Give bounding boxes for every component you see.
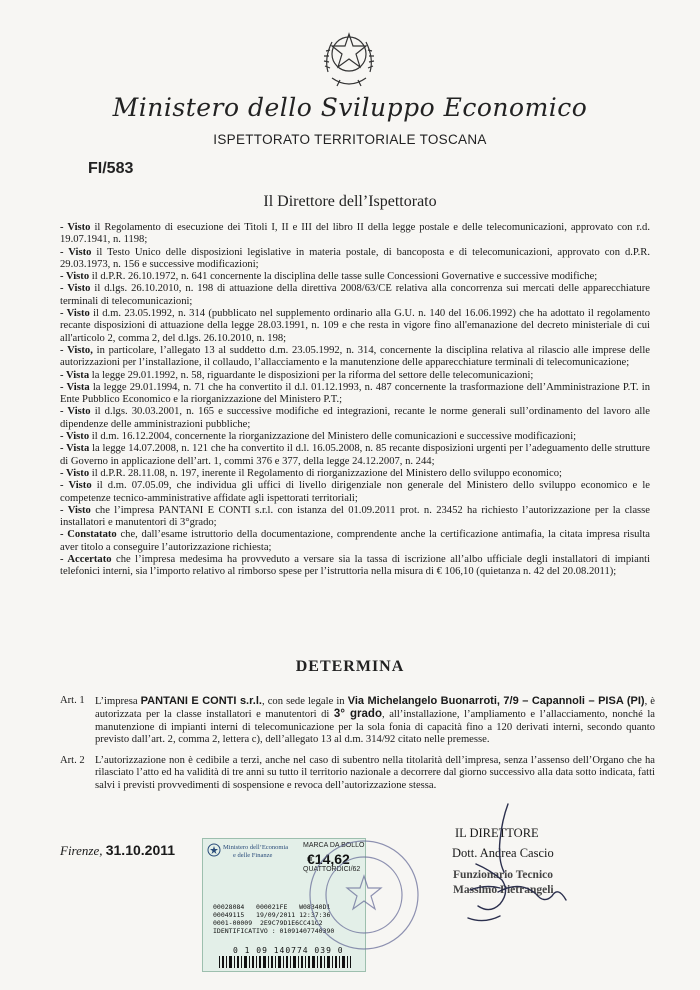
barcode-icon xyxy=(219,956,351,968)
company-address: Via Michelangelo Buonarroti, 7/9 – Capannoli – PISA (PI) xyxy=(347,695,645,707)
preamble xyxy=(60,222,650,579)
signatory-title: IL DIRETTORE xyxy=(455,826,539,840)
preamble-clause xyxy=(60,271,650,283)
clause-text: che, dall’esame istruttorio della documentazione, comprendente anche la certificazione antimafia, la citata impresa risulta aver titolo a conseguire l’autorizzazione richiesta; xyxy=(60,529,650,553)
article-body xyxy=(95,695,655,746)
preamble-clause xyxy=(60,247,650,272)
clause-text: in particolare, l’allegato 13 al suddetto d.m. 23.05.1992, n. 314, concernente la disciplina relativa al rilascio alle imprese delle autorizzazioni per l’installazione, il collaudo, l’allacciamento e la manutenzione delle apparecchiature terminali di telecomunicazione; xyxy=(60,344,651,369)
handwritten-signature-icon xyxy=(440,800,600,930)
preamble-clause xyxy=(60,468,650,480)
inspectorate-name: ISPETTORATO TERRITORIALE TOSCANA xyxy=(213,132,487,147)
preamble-clause xyxy=(60,554,650,579)
stamp-issuer-line-1: Ministero dell’Economia xyxy=(223,844,289,851)
stamp-line: 0001-00009 2E9C79D1E6CC41C2 xyxy=(213,919,323,927)
stamp-line: 00028084 000021FE W08340D1 xyxy=(213,903,331,911)
functionary-title-stamp: Funzionario Tecnico xyxy=(453,869,553,881)
clause-lead: - Visto xyxy=(60,431,90,443)
preamble-clause xyxy=(60,443,650,468)
clause-text: la legge 14.07.2008, n. 121 che ha convertito il d.l. 16.05.2008, n. 85 recante disposizioni urgenti per l’adeguamento delle strutture di Governo in applicazione dell’art. 1, commi 376 e 377, della legge 24.12.2007, n. 244; xyxy=(60,443,650,467)
article-1 xyxy=(60,695,655,746)
round-office-stamp-icon xyxy=(305,836,423,954)
ministry-name: Ministero dello Sviluppo Economico xyxy=(112,93,588,122)
clause-lead: - Vista xyxy=(60,381,90,393)
clause-lead: - Vista xyxy=(60,443,90,455)
preamble-clause xyxy=(60,431,650,443)
director-heading: Il Direttore dell’Ispettorato xyxy=(263,193,437,210)
preamble-clause xyxy=(60,345,650,370)
preamble-clause xyxy=(60,283,650,308)
clause-text: la legge 29.01.1994, n. 71 che ha convertito il d.l. 01.12.1993, n. 487 concernente la trasformazione dell’Amministrazione P.T. in Ente Pubblico Economico e la riorganizzazione del Ministero P.T.; xyxy=(60,381,650,406)
stamp-kind: MARCA DA BOLLO xyxy=(303,842,365,849)
clause-text: il d.m. 16.12.2004, concernente la riorganizzazione del Ministero delle comunicazioni e successive modificazioni; xyxy=(89,431,577,443)
clause-text: il d.m. 23.05.1992, n. 314 (pubblicato nel supplemento ordinario alla G.U. n. 140 del 16.06.1992) che ha adottato il regolamento recante disposizioni di attuazione della legge 28.03.1991, n. 109 e che resta in vigore fino all'emanazione del decreto ministeriale di cui all'articolo 2, comma 2, del d.lgs. 26.10.2010, n. 198; xyxy=(60,308,651,344)
clause-text: il d.P.R. 28.11.08, n. 197, inerente il Regolamento di riorganizzazione del Ministero dello sviluppo economico; xyxy=(89,467,562,479)
signatory-name: Dott. Andrea Cascio xyxy=(452,846,554,860)
article-text: , all’installazione, l’ampliamento e l’allacciamento, nonché la manutenzione di impianti interni di telecomunicazione per la sola fonia di capacità fino a 120 derivati interni, secondo quanto previsto dall’art. 2, comma 2, lettera c), dell’allegato 13 al d.m. 314/92 citato nelle premesse. xyxy=(95,709,656,745)
clause-lead: - Accertato xyxy=(60,554,112,566)
preamble-clause xyxy=(60,382,650,407)
clause-lead: - Constatato xyxy=(60,529,117,541)
clause-lead: - Vista xyxy=(60,369,90,381)
clause-lead: - Visto xyxy=(60,246,92,258)
functionary-name-stamp: Massimo Pietrangeli xyxy=(453,884,554,896)
clause-lead: - Visto xyxy=(60,467,90,479)
stamp-amount: €14,62 xyxy=(307,851,350,867)
preamble-clause xyxy=(60,529,650,554)
clause-text: il d.lgs. 30.03.2001, n. 165 e successive modifiche ed integrazioni, recante le norme generali sull’ordinamento del lavoro alle dipendenze delle amministrazioni pubbliche; xyxy=(60,406,650,430)
determina-heading: DETERMINA xyxy=(295,658,405,675)
article-2 xyxy=(60,755,655,792)
clause-text: la legge 29.01.1992, n. 58, riguardante le disposizioni per la riforma del settore delle telecomunicazioni; xyxy=(89,369,534,381)
authorization-grade: 3° grado xyxy=(333,708,382,721)
preamble-clause xyxy=(60,308,650,345)
clause-lead: - Visto, xyxy=(60,344,93,356)
article-text: L’impresa xyxy=(95,696,141,707)
clause-lead: - Visto xyxy=(60,308,90,320)
place: Firenze, xyxy=(60,843,106,858)
protocol-number: FI/583 xyxy=(88,160,134,177)
clause-text: il Regolamento di esecuzione dei Titoli I, II e III del libro II della legge postale e delle telecomunicazioni, approvato con r.d. 19.07.1941, n. 1198; xyxy=(60,222,651,246)
article-number: Art. 1 xyxy=(60,695,85,706)
article-text: , con sede legale in xyxy=(261,696,348,707)
clause-text: il d.m. 07.05.09, che individua gli uffici di livello dirigenziale non generale del Ministero dello sviluppo economico e le competenze tecnico-amministrative affidate agli ispettorati territoriali; xyxy=(60,480,650,504)
clause-text: il d.lgs. 26.10.2010, n. 198 di attuazione della direttiva 2008/63/CE relativa alla concorrenza sui mercati delle apparecchiature terminali di telecomunicazioni; xyxy=(60,283,650,307)
stamp-line: IDENTIFICATIVO : 01091407740390 xyxy=(213,927,335,935)
stamp-code: 0 1 09 140774 039 0 xyxy=(233,946,344,955)
clause-text: che l’impresa PANTANI E CONTI s.r.l. con istanza del 01.09.2011 prot. n. 23452 ha richiesto l’autorizzazione per la classe installatori e manutentori di 3°grado; xyxy=(60,504,650,529)
clause-lead: - Visto xyxy=(60,504,91,516)
article-text: , è autorizzata per la classe installatori e manutentori di xyxy=(95,696,656,721)
italian-emblem-icon xyxy=(318,28,380,94)
company-name: PANTANI E CONTI s.r.l. xyxy=(140,695,262,707)
clause-text: il d.P.R. 26.10.1972, n. 641 concernente la disciplina delle tasse sulle Concessioni Governative e successive modifiche; xyxy=(89,271,598,283)
article-body: L’autorizzazione non è cedibile a terzi, anche nel caso di subentro nella titolarità dell’impresa, senza l’assenso dell’Organo che ha rilasciato l’atto ed ha validità di tre anni su tutto il territorio nazionale a decorrere dal giorno successivo alla data sotto indicata, fatti salvi i previsti provvedimenti di sospensione e revoca dell’autorizzazione stessa. xyxy=(95,755,655,791)
preamble-clause xyxy=(60,480,650,505)
preamble-clause xyxy=(60,370,650,382)
article-number: Art. 2 xyxy=(60,755,85,766)
clause-text: il Testo Unico delle disposizioni legislative in materia postale, di bancoposta e di telecomunicazioni, approvato con d.P.R. 29.03.1973, n. 156 e successive modificazioni; xyxy=(60,246,650,270)
clause-text: che l’impresa medesima ha provveduto a versare sia la tassa di iscrizione all’albo ufficiale degli installatori di impianti telefonici interni, sia l’importo relativo al rimborso spese per l’istruttoria nella misura di € 106,10 (quietanza n. 42 del 20.08.2011); xyxy=(60,554,651,578)
clause-lead: - Visto xyxy=(60,271,90,283)
preamble-clause xyxy=(60,406,650,431)
preamble-clause xyxy=(60,222,650,247)
date: 31.10.2011 xyxy=(105,842,176,858)
stamp-line: 00049115 19/09/2011 12:37:36 xyxy=(213,911,331,919)
stamp-amount-words: QUATTORDICI/62 xyxy=(303,866,361,873)
place-date xyxy=(60,842,175,859)
clause-lead: - Visto xyxy=(60,222,91,233)
clause-lead: - Visto xyxy=(60,283,91,295)
clause-lead: - Visto xyxy=(60,406,91,418)
preamble-clause xyxy=(60,505,650,530)
emblem-icon xyxy=(207,843,221,857)
stamp-issuer-line-2: e delle Finanze xyxy=(233,852,273,859)
clause-lead: - Visto xyxy=(60,480,92,492)
